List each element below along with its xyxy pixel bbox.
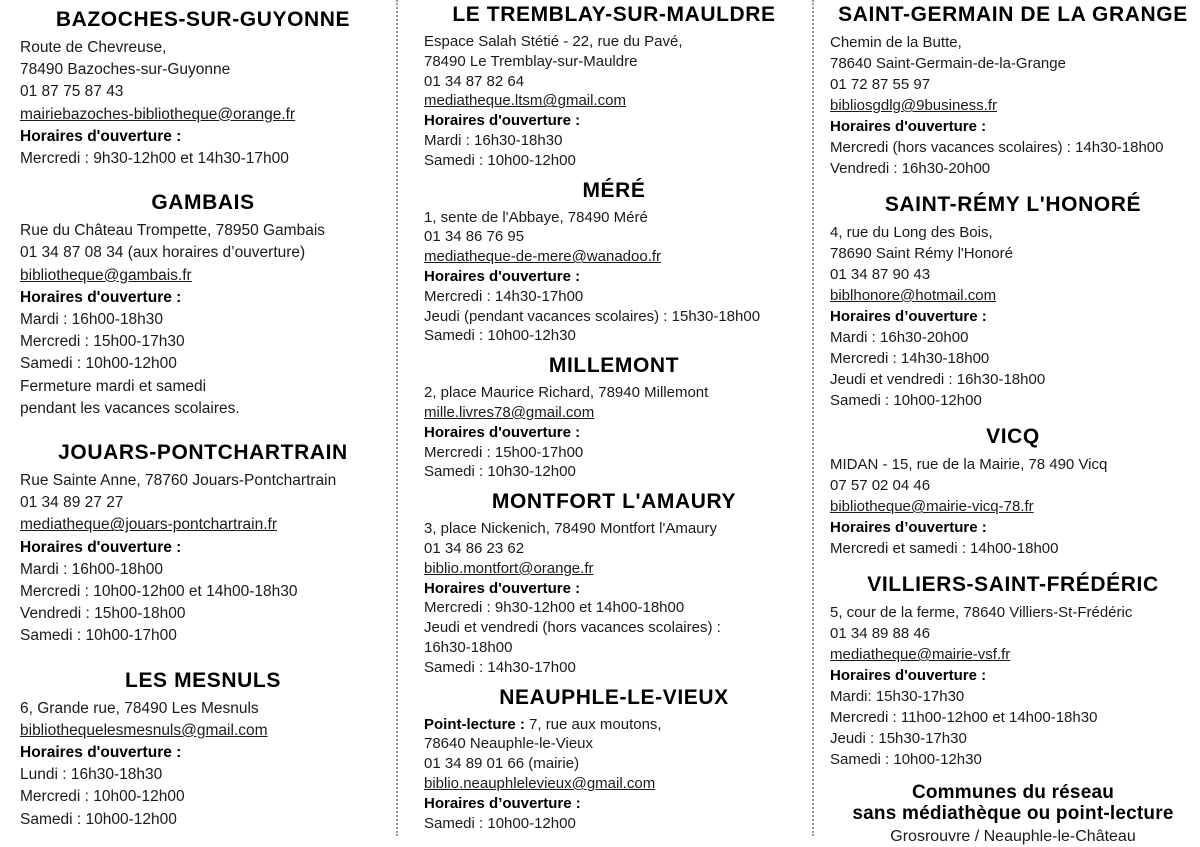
email-link[interactable]: bibliothequelesmesnuls@gmail.com xyxy=(20,721,268,739)
email-link[interactable]: biblio.neauphlelevieux@gmail.com xyxy=(424,774,656,792)
commune-heading: JOUARS-PONTCHARTRAIN xyxy=(58,441,348,465)
hours-line: Mercredi (hors vacances scolaires) : 14h30-18h00 xyxy=(830,139,1164,156)
email-link[interactable]: mediatheque.ltsm@gmail.com xyxy=(424,92,626,110)
address-line: 78490 Bazoches-sur-Guyonne xyxy=(20,61,231,79)
phone-line: 01 34 86 76 95 xyxy=(424,228,525,246)
commune-section xyxy=(20,190,386,420)
hours-label: Horaires d'ouverture : xyxy=(830,118,987,135)
email-line xyxy=(830,285,1196,306)
email-link[interactable]: mediatheque@jouars-pontchartrain.fr xyxy=(20,516,277,534)
commune-section xyxy=(424,2,804,171)
address-line: 78490 Le Tremblay-sur-Mauldre xyxy=(424,52,638,70)
hours-line: Mercredi : 14h30-17h00 xyxy=(424,287,584,305)
address-line: 78640 Neauphle-le-Vieux xyxy=(424,735,594,753)
address-line: 5, cour de la ferme, 78640 Villiers-St-Frédéric xyxy=(830,604,1133,621)
email-line xyxy=(424,247,804,267)
phone-line: 01 34 89 27 27 xyxy=(20,494,124,512)
address-line: 6, Grande rue, 78490 Les Mesnuls xyxy=(20,699,259,717)
email-link[interactable]: bibliotheque@gambais.fr xyxy=(20,266,192,284)
email-link[interactable]: bibliotheque@mairie-vicq-78.fr xyxy=(830,498,1034,515)
hours-line: Mercredi : 14h30-18h00 xyxy=(830,350,990,367)
hours-label: Horaires d’ouverture : xyxy=(830,519,987,536)
address-line: 4, rue du Long des Bois, xyxy=(830,224,993,241)
address-line: Rue Sainte Anne, 78760 Jouars-Pontchartrain xyxy=(20,472,337,490)
email-line xyxy=(830,496,1196,517)
email-line xyxy=(830,644,1196,665)
hours-label: Horaires d’ouverture : xyxy=(424,794,581,812)
commune-heading: VICQ xyxy=(986,425,1040,448)
email-link[interactable]: biblhonore@hotmail.com xyxy=(830,287,997,304)
network-communes-line: Grosrouvre / Neauphle-le-Château xyxy=(890,828,1136,845)
column-1 xyxy=(0,0,396,836)
hours-line: Samedi : 10h00-17h00 xyxy=(20,627,177,645)
hours-line: Samedi : 10h00-12h00 xyxy=(20,355,177,373)
hours-line: Samedi : 10h00-12h30 xyxy=(830,751,982,768)
point-lecture-line: Point-lecture : 7, rue aux moutons, xyxy=(424,715,662,733)
hours-line: Samedi : 10h00-12h00 xyxy=(20,810,177,828)
phone-line: 01 87 75 87 43 xyxy=(20,83,124,101)
hours-line: Mardi : 16h00-18h30 xyxy=(20,311,164,329)
email-link[interactable]: mille.livres78@gmail.com xyxy=(424,403,595,421)
hours-line: Mercredi et samedi : 14h00-18h00 xyxy=(830,540,1059,557)
email-line xyxy=(424,559,804,579)
commune-section xyxy=(424,489,804,677)
hours-line: Samedi : 10h30-12h00 xyxy=(424,463,576,481)
hours-line: Mardi : 16h30-18h30 xyxy=(424,131,563,149)
commune-heading: MÉRÉ xyxy=(582,178,646,202)
email-link[interactable]: mediatheque-de-mere@wanadoo.fr xyxy=(424,248,662,266)
email-line xyxy=(424,774,804,794)
hours-line: Mardi : 16h30-20h00 xyxy=(830,329,969,346)
hours-line: Mercredi : 15h00-17h30 xyxy=(20,333,185,351)
point-lecture-label: Point-lecture : xyxy=(424,715,525,733)
email-line xyxy=(20,720,386,742)
address-line: 78640 Saint-Germain-de-la-Grange xyxy=(830,55,1066,72)
commune-heading: MONTFORT L'AMAURY xyxy=(491,490,737,514)
hours-line: 16h30-18h00 xyxy=(424,638,513,656)
commune-section xyxy=(424,178,804,347)
hours-label: Horaires d’ouverture : xyxy=(830,308,987,325)
commune-heading: SAINT-GERMAIN DE LA GRANGE xyxy=(838,3,1188,26)
address-line: 1, sente de l'Abbaye, 78490 Méré xyxy=(424,208,648,226)
phone-line: 01 34 87 08 34 (aux horaires d’ouverture) xyxy=(20,244,306,262)
address-line: Espace Salah Stétié - 22, rue du Pavé, xyxy=(424,33,683,50)
note-line: pendant les vacances scolaires. xyxy=(20,399,240,417)
email-link[interactable]: biblio.montfort@orange.fr xyxy=(424,559,594,577)
address-line: 2, place Maurice Richard, 78940 Millemont xyxy=(424,384,709,402)
email-line xyxy=(424,91,804,111)
hours-line: Mercredi : 15h00-17h00 xyxy=(424,443,584,461)
column-3 xyxy=(812,0,1200,845)
phone-line: 01 34 87 82 64 xyxy=(424,72,525,90)
commune-section xyxy=(830,424,1196,559)
commune-section xyxy=(20,440,386,648)
phone-line: 07 57 02 04 46 xyxy=(830,477,931,494)
email-line xyxy=(424,403,804,423)
hours-label: Horaires d'ouverture : xyxy=(20,744,182,762)
hours-line: Samedi : 14h30-17h00 xyxy=(424,658,576,676)
hours-label: Horaires d'ouverture : xyxy=(20,288,182,306)
hours-line: Mercredi : 10h00-12h00 et 14h00-18h30 xyxy=(20,583,298,601)
column-2 xyxy=(396,0,812,836)
hours-label: Horaires d'ouverture : xyxy=(424,579,581,597)
hours-line: Mercredi : 9h30-12h00 et 14h00-18h00 xyxy=(424,599,685,617)
hours-line: Samedi : 10h00-12h00 xyxy=(424,151,576,169)
commune-heading: GAMBAIS xyxy=(151,191,255,215)
hours-line: Jeudi et vendredi : 16h30-18h00 xyxy=(830,371,1046,388)
commune-section xyxy=(830,192,1196,411)
hours-line: Mercredi : 9h30-12h00 et 14h30-17h00 xyxy=(20,150,289,168)
hours-line: Samedi : 10h00-12h30 xyxy=(424,327,576,345)
hours-line: Samedi : 10h00-12h00 xyxy=(830,392,982,409)
commune-section xyxy=(830,572,1196,770)
hours-line: Jeudi : 15h30-17h30 xyxy=(830,730,967,747)
commune-heading: NEAUPHLE-LE-VIEUX xyxy=(499,685,729,709)
phone-line: 01 34 89 01 66 (mairie) xyxy=(424,755,580,773)
commune-heading: LE TREMBLAY-SUR-MAULDRE xyxy=(452,3,776,26)
hours-line: Mercredi : 10h00-12h00 xyxy=(20,788,185,806)
network-heading: Communes du réseau sans médiathèque ou point-lecture xyxy=(852,782,1174,824)
network-section xyxy=(830,783,1196,847)
hours-label: Horaires d'ouverture : xyxy=(830,667,987,684)
phone-line: 01 34 86 23 62 xyxy=(424,539,525,557)
commune-heading: SAINT-RÉMY L'HONORÉ xyxy=(884,193,1142,216)
email-link[interactable]: bibliosgdlg@9business.fr xyxy=(830,97,997,114)
hours-line: Jeudi (pendant vacances scolaires) : 15h30-18h00 xyxy=(424,307,761,325)
hours-line: Samedi : 10h00-12h00 xyxy=(424,814,576,832)
hours-label: Horaires d'ouverture : xyxy=(424,267,581,285)
address-line: Rue du Château Trompette, 78950 Gambais xyxy=(20,222,326,240)
email-link[interactable]: mairiebazoches-bibliotheque@orange.fr xyxy=(20,105,296,123)
hours-line: Mardi: 15h30-17h30 xyxy=(830,688,965,705)
email-link[interactable]: mediatheque@mairie-vsf.fr xyxy=(830,646,1011,663)
note-line: Fermeture mardi et samedi xyxy=(20,377,207,395)
address-line: 78690 Saint Rémy l'Honoré xyxy=(830,245,1013,262)
hours-label: Horaires d'ouverture : xyxy=(20,127,182,145)
commune-section xyxy=(830,2,1196,179)
phone-line: 01 34 87 90 43 xyxy=(830,266,931,283)
hours-label: Horaires d'ouverture : xyxy=(424,112,581,130)
phone-line: 01 34 89 88 46 xyxy=(830,625,931,642)
hours-line: Mardi : 16h00-18h00 xyxy=(20,560,164,578)
commune-heading: VILLIERS-SAINT-FRÉDÉRIC xyxy=(867,573,1159,596)
commune-heading: BAZOCHES-SUR-GUYONNE xyxy=(55,8,351,31)
hours-line: Jeudi et vendredi (hors vacances scolaires) : xyxy=(424,619,721,637)
commune-heading: LES MESNULS xyxy=(125,668,281,692)
email-line xyxy=(20,514,386,536)
hours-label: Horaires d'ouverture : xyxy=(424,423,581,441)
email-line xyxy=(20,265,386,287)
email-line xyxy=(830,95,1196,116)
commune-heading: MILLEMONT xyxy=(548,354,680,378)
address-line: Chemin de la Butte, xyxy=(830,34,962,51)
address-line: Route de Chevreuse, xyxy=(20,39,167,56)
commune-section xyxy=(20,7,386,170)
address-line: MIDAN - 15, rue de la Mairie, 78 490 Vicq xyxy=(830,456,1108,473)
hours-line: Mercredi : 11h00-12h00 et 14h00-18h30 xyxy=(830,709,1098,726)
hours-label: Horaires d'ouverture : xyxy=(20,538,182,556)
hours-line: Lundi : 16h30-18h30 xyxy=(20,766,163,784)
commune-section xyxy=(424,353,804,482)
commune-section xyxy=(20,668,386,831)
commune-section xyxy=(424,685,804,834)
hours-line: Vendredi : 15h00-18h00 xyxy=(20,605,186,623)
hours-line: Vendredi : 16h30-20h00 xyxy=(830,160,991,177)
address-line: 3, place Nickenich, 78490 Montfort l'Amaury xyxy=(424,520,718,538)
email-line xyxy=(20,104,386,126)
phone-line: 01 72 87 55 97 xyxy=(830,76,931,93)
